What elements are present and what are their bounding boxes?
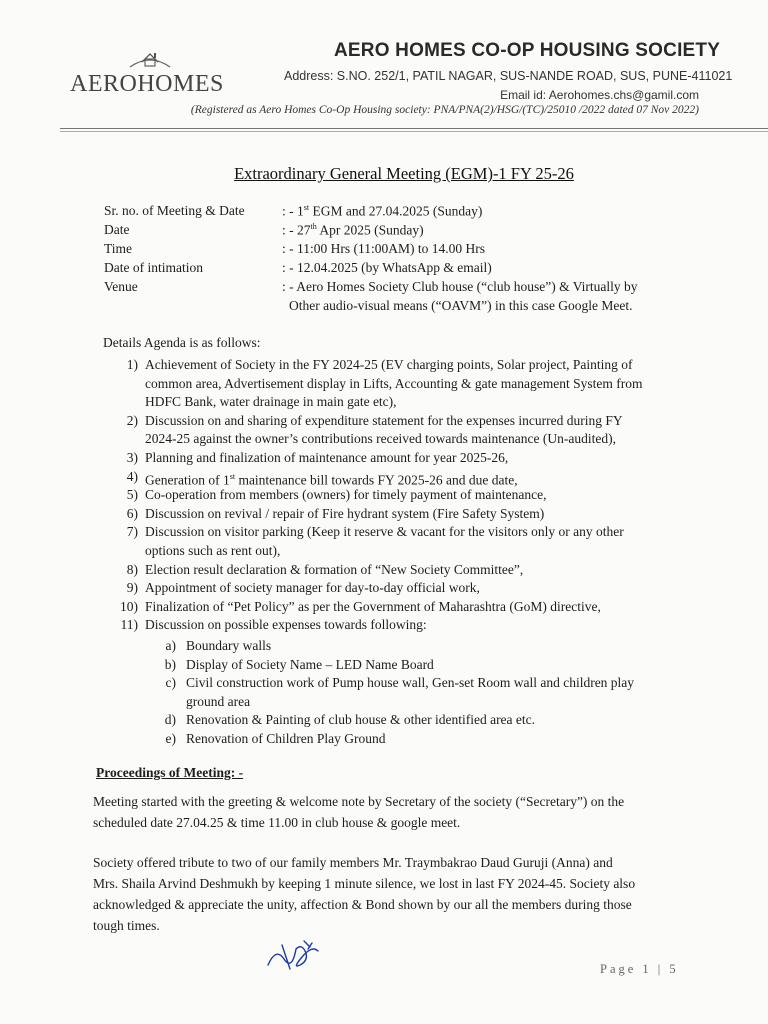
- sub-agenda-item-number: d): [164, 712, 176, 728]
- detail-value: : - 27th Apr 2025 (Sunday): [282, 222, 424, 238]
- logo-house-icon: [128, 45, 172, 71]
- detail-label: Sr. no. of Meeting & Date: [104, 203, 245, 218]
- header-divider: [60, 128, 768, 129]
- sub-agenda-item-number: c): [165, 675, 176, 691]
- agenda-item-text: common area, Advertisement display in Lifts, Accounting & gate management System from: [145, 375, 643, 391]
- detail-value: : - 1st EGM and 27.04.2025 (Sunday): [282, 203, 483, 219]
- logo-text: AEROHOMES: [70, 71, 224, 97]
- proceedings-line: Mrs. Shaila Arvind Deshmukh by keeping 1 minute silence, we lost in last FY 2024-45. Society also: [93, 876, 636, 891]
- detail-label: Time: [104, 241, 133, 256]
- header-divider-secondary: [60, 131, 768, 132]
- society-email: Email id: Aerohomes.chs@gamil.com: [500, 88, 699, 102]
- sub-agenda-item-text: Display of Society Name – LED Name Board: [186, 656, 434, 672]
- agenda-item-text: Co-operation from members (owners) for timely payment of maintenance,: [145, 487, 547, 503]
- proceedings-line: scheduled date 27.04.25 & time 11.00 in club house & google meet.: [93, 815, 461, 830]
- detail-value-continuation: Other audio-visual means (“OAVM”) in this case Google Meet.: [289, 298, 633, 313]
- agenda-item-number: 1): [126, 357, 138, 372]
- agenda-item-number: 3): [126, 450, 138, 465]
- agenda-item-text: HDFC Bank, water drainage in main gate etc),: [145, 394, 397, 410]
- agenda-item-number: 4): [126, 468, 138, 484]
- agenda-item-text: Planning and finalization of maintenance amount for year 2025-26,: [145, 450, 509, 465]
- agenda-item-number: 10): [120, 598, 138, 614]
- agenda-item-text: Discussion on possible expenses towards following:: [145, 617, 427, 633]
- agenda-item-text: Discussion on revival / repair of Fire hydrant system (Fire Safety System): [145, 505, 545, 521]
- agenda-item-text: Discussion on and sharing of expenditure statement for the expenses incurred during FY: [145, 412, 623, 428]
- page-number: Page 1 | 5: [600, 962, 679, 976]
- sub-agenda-item-text: ground area: [186, 693, 251, 709]
- society-address: Address: S.NO. 252/1, PATIL NAGAR, SUS-NANDE ROAD, SUS, PUNE-411021: [284, 69, 733, 83]
- agenda-item-text: 2024-25 against the owner’s contributions received towards maintenance (Un-audited),: [145, 431, 616, 447]
- sub-agenda-item-text: Civil construction work of Pump house wall, Gen-set Room wall and children play: [186, 675, 635, 691]
- agenda-item-number: 5): [126, 487, 138, 503]
- agenda-item-number: 9): [126, 580, 138, 596]
- agenda-item-text: Finalization of “Pet Policy” as per the Government of Maharashtra (GoM) directive,: [145, 598, 601, 614]
- detail-value: : - 12.04.2025 (by WhatsApp & email): [282, 260, 492, 275]
- agenda-item-text: options such as rent out),: [145, 542, 281, 558]
- agenda-heading: Details Agenda is as follows:: [103, 335, 261, 350]
- agenda-item-number: 8): [126, 561, 138, 577]
- detail-value: : - Aero Homes Society Club house (“club house”) & Virtually by: [282, 279, 638, 294]
- detail-label: Date of intimation: [104, 260, 203, 275]
- proceedings-line: Meeting started with the greeting & welcome note by Secretary of the society (“Secretary”) on the: [93, 794, 625, 809]
- agenda-item-text: Generation of 1st maintenance bill towards FY 2025-26 and due date,: [145, 471, 518, 488]
- document-title: Extraordinary General Meeting (EGM)-1 FY 25-26: [234, 164, 574, 183]
- registration-note: (Registered as Aero Homes Co-Op Housing society: PNA/PNA(2)/HSG/(TC)/25010 /2022 dated 07 Nov 2022): [190, 104, 699, 116]
- agenda-item-number: 7): [126, 524, 138, 540]
- agenda-item-number: 2): [126, 412, 138, 428]
- agenda-item-text: Discussion on visitor parking (Keep it reserve & vacant for the visitors only or any other: [145, 524, 624, 540]
- agenda-item-text: Achievement of Society in the FY 2024-25 (EV charging points, Solar project, Painting of: [145, 357, 633, 372]
- proceedings-heading: Proceedings of Meeting: -: [96, 765, 244, 780]
- detail-value: : - 11:00 Hrs (11:00AM) to 14.00 Hrs: [282, 241, 485, 256]
- agenda-item-number: 6): [126, 505, 138, 521]
- agenda-item-text: Appointment of society manager for day-to-day official work,: [145, 580, 480, 596]
- proceedings-line: tough times.: [93, 918, 160, 933]
- proceedings-line: Society offered tribute to two of our family members Mr. Traymbakrao Daud Guruji (Anna) and: [93, 855, 613, 870]
- signature-mark: [262, 935, 326, 975]
- sub-agenda-item-text: Renovation & Painting of club house & other identified area etc.: [186, 712, 536, 728]
- sub-agenda-item-text: Renovation of Children Play Ground: [186, 731, 386, 746]
- agenda-item-number: 11): [120, 617, 138, 633]
- detail-label: Venue: [104, 279, 138, 294]
- detail-label: Date: [104, 222, 130, 237]
- sub-agenda-item-text: Boundary walls: [186, 638, 272, 653]
- sub-agenda-item-number: b): [164, 656, 176, 672]
- sub-agenda-item-number: a): [165, 638, 176, 653]
- agenda-item-text: Election result declaration & formation of “New Society Committee”,: [145, 561, 524, 577]
- proceedings-line: acknowledged & appreciate the unity, affection & Bond shown by our all the members during those: [93, 897, 632, 912]
- sub-agenda-item-number: e): [165, 731, 176, 746]
- society-name: AERO HOMES CO-OP HOUSING SOCIETY: [334, 40, 721, 61]
